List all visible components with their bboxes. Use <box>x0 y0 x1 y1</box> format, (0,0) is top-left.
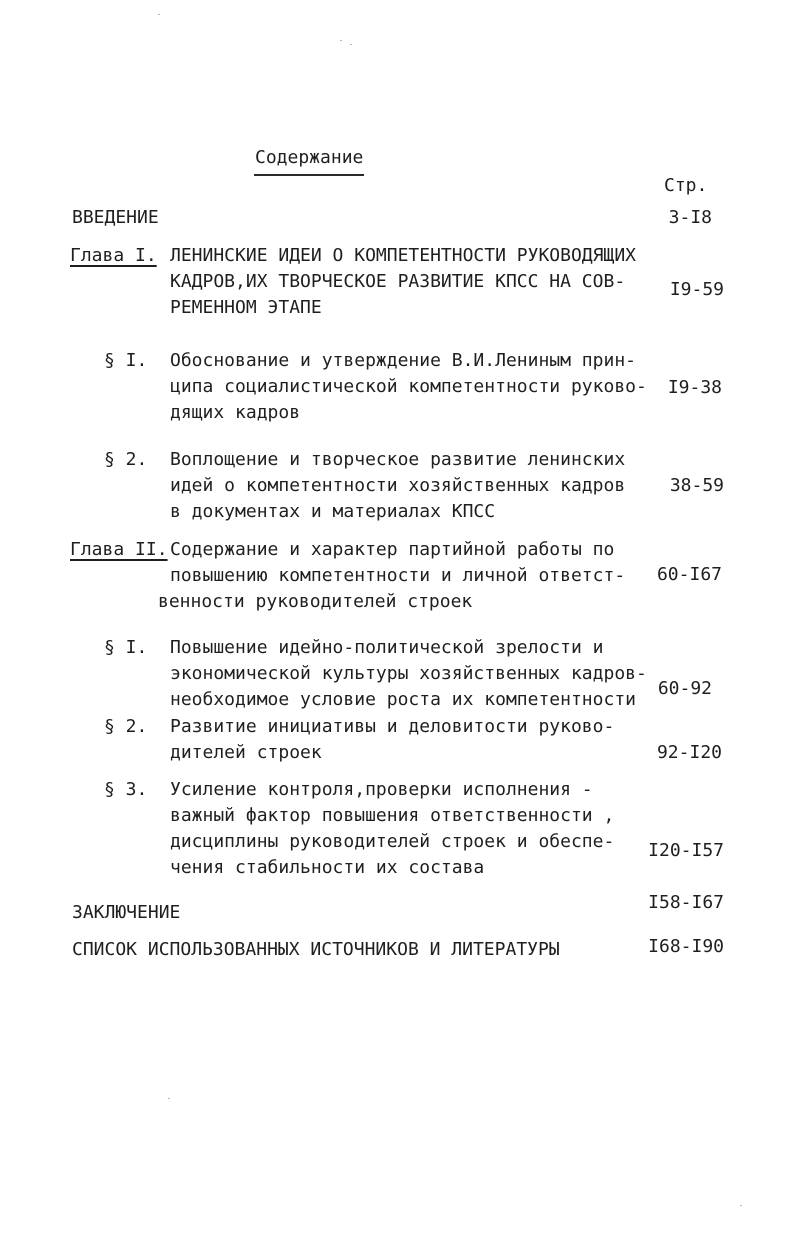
toc-intro-label: ВВЕДЕНИЕ <box>72 207 159 228</box>
section-1-2-title-line: идей о компетентности хозяйственных кадров <box>170 475 626 496</box>
section-2-3-title-line: чения стабильности их состава <box>170 857 485 878</box>
scan-speck <box>740 1205 742 1206</box>
chapter-1-pages: I9-59 <box>669 279 724 300</box>
section-1-2-title-line: Воплощение и творческое развитие ленинских <box>170 449 626 470</box>
section-2-1-pages: 60-92 <box>657 678 712 699</box>
toc-intro-pages: 3-I8 <box>668 207 712 228</box>
scan-speck <box>340 40 342 41</box>
section-2-2-title-line: Развитие инициативы и деловитости руково- <box>170 716 615 737</box>
scan-speck <box>350 44 352 45</box>
scan-speck <box>158 14 160 15</box>
section-1-1-title-line: дящих кадров <box>170 402 301 423</box>
title-underline <box>254 174 364 176</box>
toc-references-label: СПИСОК ИСПОЛЬЗОВАННЫХ ИСТОЧНИКОВ И ЛИТЕРАТУРЫ <box>72 939 560 960</box>
section-2-3-title-line: важный фактор повышения ответственности , <box>170 805 615 826</box>
chapter-1-prefix: Глава I. <box>70 245 157 266</box>
chapter-2-pages: 60-I67 <box>656 564 722 585</box>
section-2-3-pages: I20-I57 <box>648 840 724 861</box>
section-2-2-title-line: дителей строек <box>170 742 322 763</box>
section-2-3-title-line: Усиление контроля,проверки исполнения - <box>170 779 593 800</box>
section-1-1-title-line: Обоснование и утверждение В.И.Лениным прин- <box>170 350 636 371</box>
section-2-1-prefix: § I. <box>104 637 148 658</box>
section-2-2-prefix: § 2. <box>104 716 148 737</box>
chapter-2-title-line: повышению компетентности и личной ответст- <box>170 565 626 586</box>
section-2-3-prefix: § 3. <box>104 779 148 800</box>
section-1-1-pages: I9-38 <box>667 377 722 398</box>
section-1-2-prefix: § 2. <box>104 449 148 470</box>
chapter-2-title-line: венности руководителей строек <box>158 591 473 612</box>
toc-references-pages: I68-I90 <box>648 936 724 957</box>
toc-conclusion-label: ЗАКЛЮЧЕНИЕ <box>72 902 181 923</box>
chapter-2-title-line: Содержание и характер партийной работы по <box>170 539 615 560</box>
toc-conclusion-pages: I58-I67 <box>648 892 724 913</box>
section-2-1-title-line: экономической культуры хозяйственных кадров- <box>170 663 647 684</box>
section-2-1-title-line: необходимое условие роста их компетентности <box>170 689 636 710</box>
section-1-1-title-line: ципа социалистической компетентности руково- <box>170 376 647 397</box>
section-1-2-pages: 38-59 <box>669 475 724 496</box>
chapter-2-prefix: Глава II. <box>70 539 168 560</box>
chapter-1-title-line: КАДРОВ,ИХ ТВОРЧЕСКОЕ РАЗВИТИЕ КПСС НА СОВ- <box>170 271 626 292</box>
section-2-2-pages: 92-I20 <box>656 742 722 763</box>
section-2-1-title-line: Повышение идейно-политической зрелости и <box>170 637 604 658</box>
page-column-header: Стр. <box>664 175 708 196</box>
scan-speck <box>168 1098 170 1099</box>
section-1-2-title-line: в документах и материалах КПСС <box>170 501 496 522</box>
section-1-1-prefix: § I. <box>104 350 148 371</box>
chapter-1-title-line: ЛЕНИНСКИЕ ИДЕИ О КОМПЕТЕНТНОСТИ РУКОВОДЯЩИХ <box>170 245 636 266</box>
page-title: Содержание <box>255 147 364 168</box>
chapter-1-title-line: РЕМЕННОМ ЭТАПЕ <box>170 297 322 318</box>
section-2-3-title-line: дисциплины руководителей строек и обеспе- <box>170 831 615 852</box>
